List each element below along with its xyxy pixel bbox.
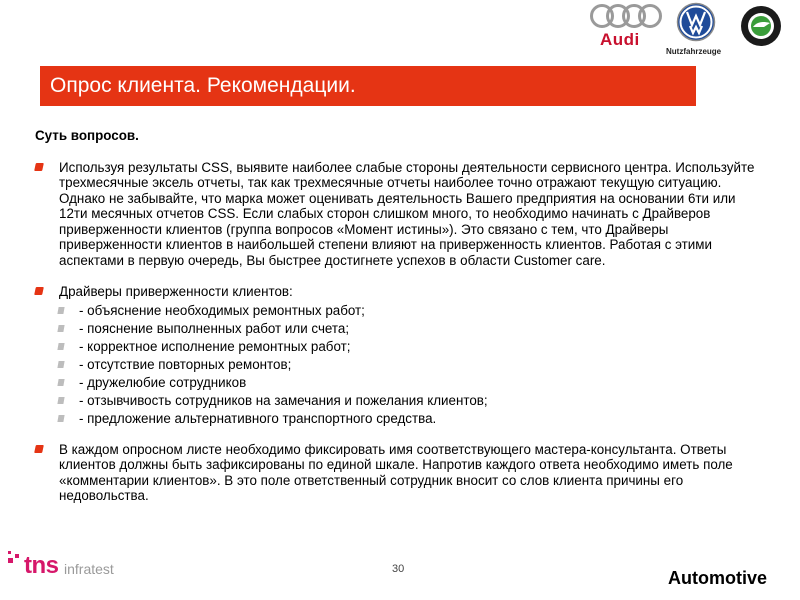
vw-logo-icon [676,2,716,42]
sub-list-item [35,393,765,408]
sub-list-text: - дружелюбие сотрудников [79,374,247,390]
sub-bullet-icon [57,361,64,368]
sub-list-item [35,339,765,354]
vw-subtitle: Nutzfahrzeuge [666,47,722,56]
page-title: Опрос клиента. Рекомендации. [50,74,356,97]
section-heading: Суть вопросов. [35,128,139,143]
page-number: 30 [392,563,405,575]
bullet-icon [34,445,44,453]
skoda-logo-icon [740,5,782,47]
bullet-item [35,442,765,504]
bullet-item [35,284,765,300]
sub-list-item [35,375,765,390]
tns-logo-text: tns [24,552,59,579]
audi-logo-text: Audi [600,30,640,49]
bullet-icon [34,163,44,171]
sub-bullet-icon [57,379,64,386]
sub-list-item [35,321,765,336]
infratest-logo-text: infratest [64,561,114,577]
bullet-icon [34,287,44,295]
sub-list-text: - корректное исполнение ремонтных работ; [79,338,351,354]
sub-list-text: - отсутствие повторных ремонтов; [79,356,292,372]
bullet-text: Драйверы приверженности клиентов: [59,284,293,299]
sub-list-text: - предложение альтернативного транспортного средства. [79,410,437,426]
bullet-text: Используя результаты CSS, выявите наиболее слабые стороны деятельности сервисного центра. Используйте трехмесячные эксель отчеты, так как трехмесячные отчеты наиболее точно отражают текущую ситуацию. Однако не забывайте, что марка может оценивать деятельность Вашего предприятия на основании 6ти или 12ти месячных отчетов CSS. Если слабых сторон слишком много, то необходимо начинать с Драйверов приверженности клиентов (группа вопросов «Момент истины»). Это связано с тем, что Драйверы приверженности клиентов в наибольшей степени влияют на приверженность клиентов. Работая с этими аспектами в первую очередь, Вы быстрее достигнете успехов в области Customer care. [59,159,755,268]
sub-bullet-icon [57,325,64,332]
sub-bullet-icon [57,343,64,350]
sub-list-item [35,357,765,372]
sub-list-text: - отзывчивость сотрудников на замечания и пожелания клиентов; [79,392,488,408]
bullet-item [35,160,765,269]
title-bar [40,66,696,106]
bullet-text: В каждом опросном листе необходимо фиксировать имя соответствующего мастера-консультанта. Ответы клиентов должны быть зафиксированы по единой шкале. Напротив каждого ответа необходимо иметь поле «комментарии клиентов». В это поле ответственный сотрудник вносит со слов клиента причины его недовольства. [59,441,733,503]
sub-list-text: - пояснение выполненных работ или счета; [79,320,350,336]
sub-bullet-icon [57,307,64,314]
automotive-label: Automotive [668,568,767,588]
sub-bullet-icon [57,397,64,404]
sub-bullet-icon [57,415,64,422]
sub-list-item [35,303,765,318]
sub-list-text: - объяснение необходимых ремонтных работ; [79,302,365,318]
content [35,128,765,504]
sub-list-item [35,411,765,426]
